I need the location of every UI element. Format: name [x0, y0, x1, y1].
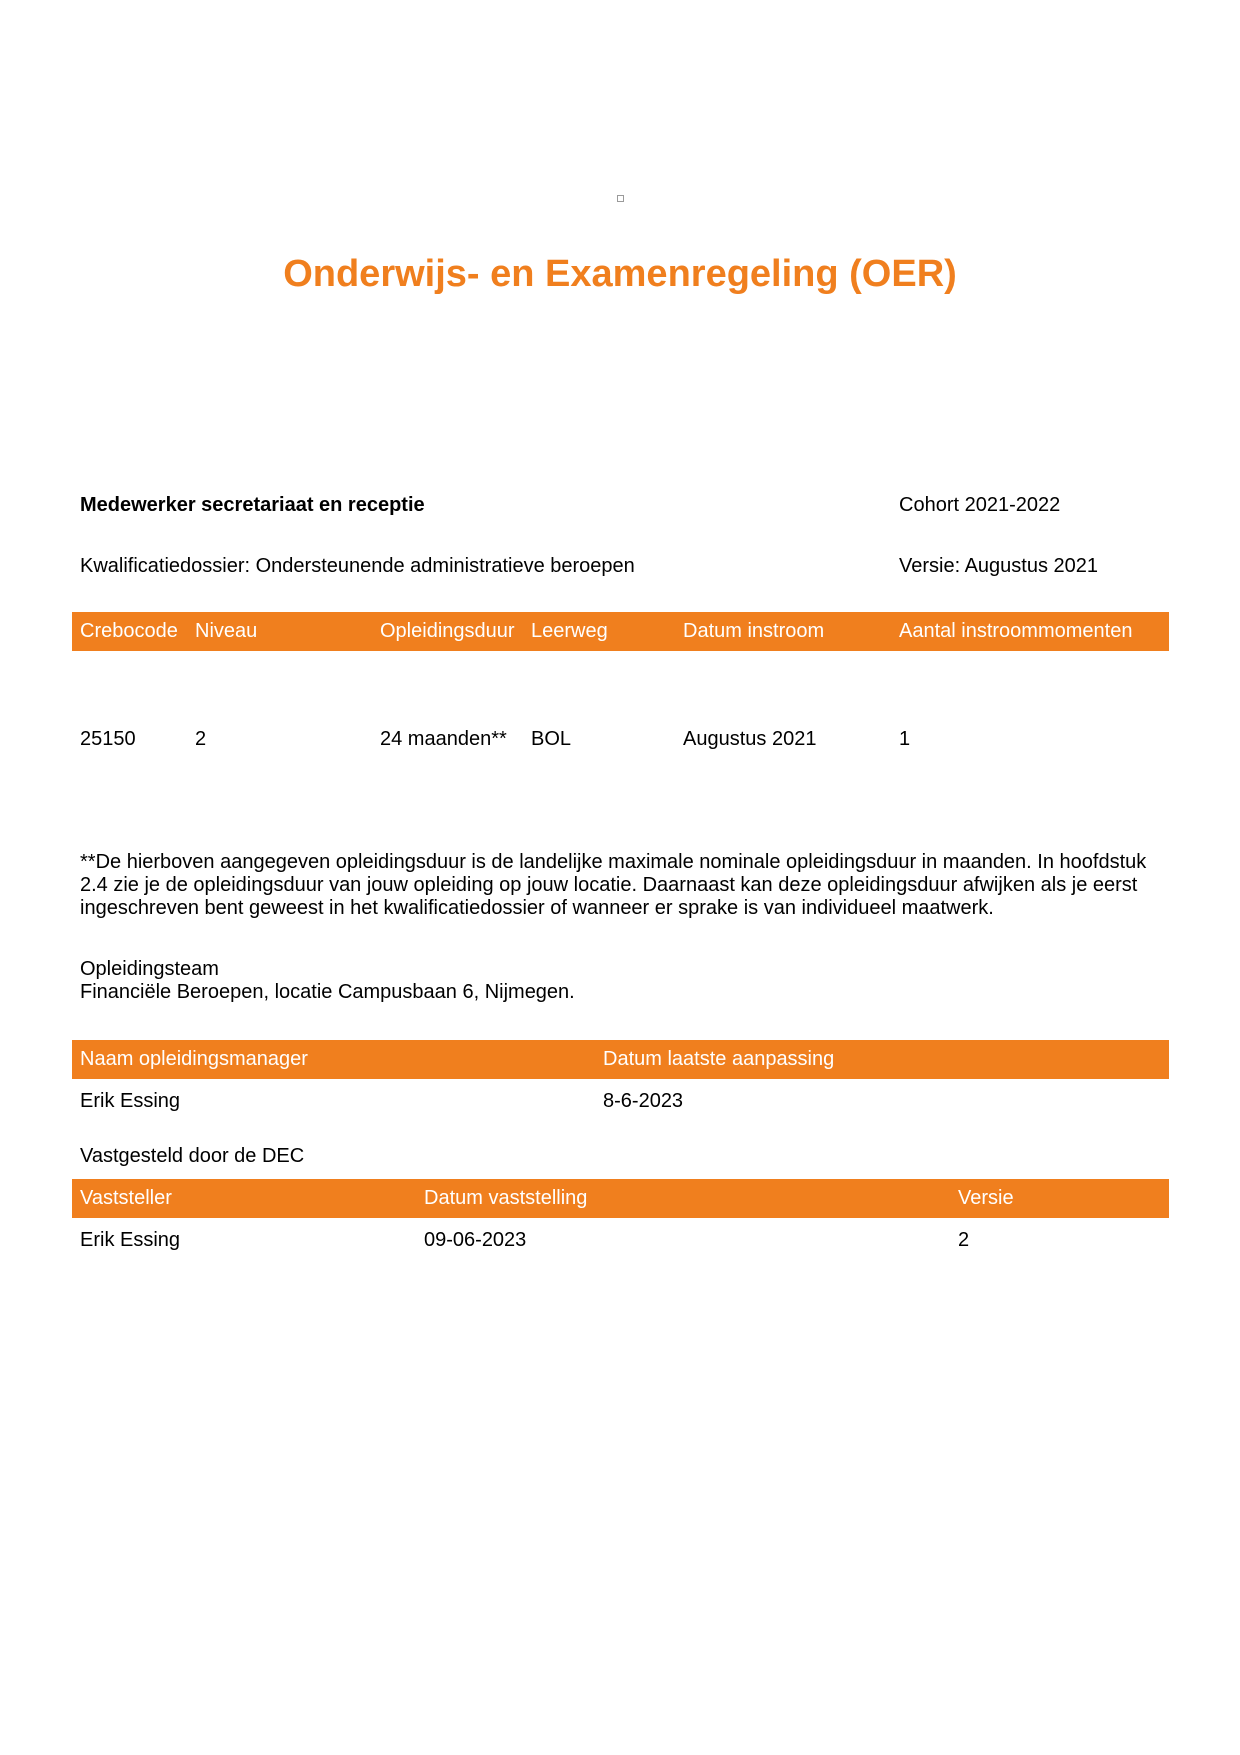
- team-label: Opleidingsteam: [80, 958, 219, 980]
- cell-versie: 2: [958, 1229, 970, 1251]
- team-block: [80, 958, 575, 1004]
- cohort-label: Cohort 2021-2022: [899, 494, 1061, 516]
- header-crebocode: Crebocode: [80, 620, 178, 642]
- cell-last-modified: 8-6-2023: [603, 1090, 684, 1112]
- header-versie: Versie: [958, 1187, 1014, 1209]
- version-label: Versie: Augustus 2021: [899, 555, 1099, 577]
- document-title: Onderwijs- en Examenregeling (OER): [283, 253, 957, 295]
- approval-table-header: [72, 1179, 1169, 1218]
- footnote: **De hierboven aangegeven opleidingsduur is de landelijke maximale nominale opleidingsduur in maanden. In hoofdstuk 2.4 zie je de opleidingsduur van jouw opleiding op jouw locatie. Daarnaast kan deze opleidingsduur afwijken als je eerst ingeschreven bent geweest in het kwalificatiedossier of wanneer er sprake is van individueel maatwerk.: [80, 851, 1147, 919]
- header-vaststeller: Vaststeller: [80, 1187, 172, 1209]
- header-naam-opleidingsmanager: Naam opleidingsmanager: [80, 1048, 308, 1070]
- header-niveau: Niveau: [195, 620, 258, 642]
- qualification-label: Kwalificatiedossier: Ondersteunende administratieve beroepen: [80, 555, 635, 577]
- header-datum-instroom: Datum instroom: [683, 620, 825, 642]
- program-table-header: [72, 612, 1169, 651]
- header-aantal-instroommomenten: Aantal instroommomenten: [899, 620, 1133, 642]
- header-datum-vaststelling: Datum vaststelling: [424, 1187, 588, 1209]
- approval-label: Vastgesteld door de DEC: [80, 1145, 305, 1167]
- placeholder-square-icon: [617, 195, 624, 202]
- header-leerweg: Leerweg: [531, 620, 608, 642]
- header-opleidingsduur: Opleidingsduur: [380, 620, 515, 642]
- cell-leerweg: BOL: [531, 728, 572, 750]
- cell-crebocode: 25150: [80, 728, 136, 750]
- cell-manager-name: Erik Essing: [80, 1090, 181, 1112]
- cell-niveau: 2: [195, 728, 207, 750]
- cell-opleidingsduur: 24 maanden**: [380, 728, 507, 750]
- cell-aantal-instroommomenten: 1: [899, 728, 911, 750]
- cell-datum-instroom: Augustus 2021: [683, 728, 817, 750]
- cell-vaststeller: Erik Essing: [80, 1229, 181, 1251]
- program-name: Medewerker secretariaat en receptie: [80, 494, 425, 516]
- manager-table-header: [72, 1040, 1169, 1079]
- cell-datum-vaststelling: 09-06-2023: [424, 1229, 527, 1251]
- team-location: Financiële Beroepen, locatie Campusbaan 6, Nijmegen.: [80, 981, 575, 1003]
- header-datum-laatste-aanpassing: Datum laatste aanpassing: [603, 1048, 835, 1070]
